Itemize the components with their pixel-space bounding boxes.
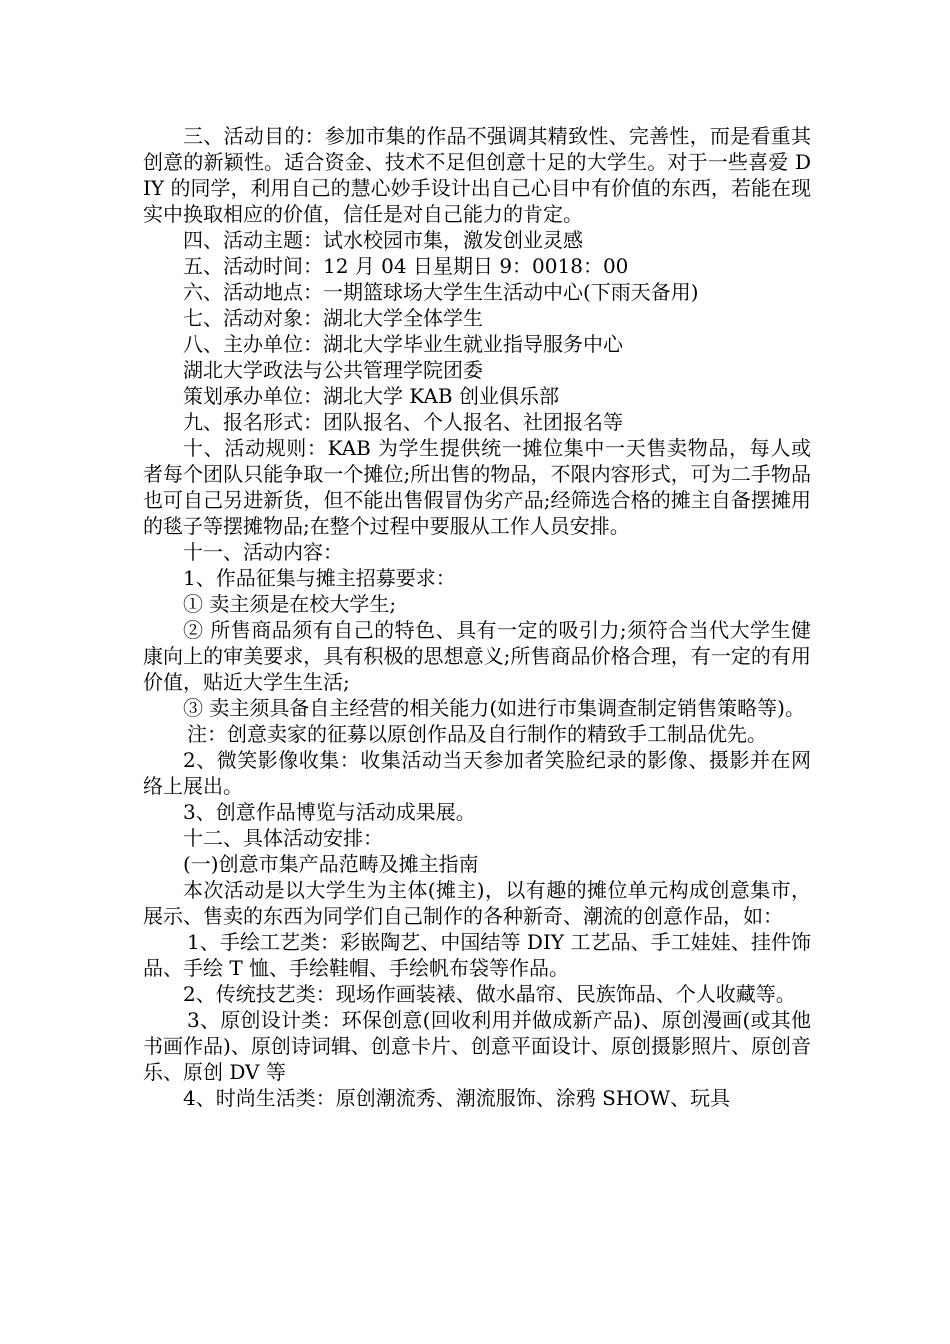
paragraph-requirement-3: ③ 卖主须具备自主经营的相关能力(如进行市集调查制定销售策略等)。 bbox=[183, 696, 805, 720]
paragraph-audience: 七、活动对象：湖北大学全体学生 bbox=[183, 306, 483, 330]
paragraph-intro: 本次活动是以大学生为主体(摊主)，以有趣的摊位单元构成创意集市，展示、售卖的东西为同学们自己制作的各种新奇、潮流的创意作品，如： bbox=[143, 878, 811, 928]
paragraph-requirement-2: ② 所售商品须有自己的特色、具有一定的吸引力;须符合当代大学生健康向上的审美要求，具有积极的思想意义;所售商品价格合理，有一定的有用价值，贴近大学生生活; bbox=[143, 618, 811, 694]
paragraph-time: 五、活动时间：12 月 04 日星期日 9：0018：00 bbox=[183, 254, 629, 278]
paragraph-category-3: 3、原创设计类：环保创意(回收利用并做成新产品)、原创漫画(或其他书画作品)、原创诗词辑、创意卡片、创意平面设计、原创摄影照片、原创音乐、原创 DV 等 bbox=[143, 1008, 811, 1084]
paragraph-purpose: 三、活动目的：参加市集的作品不强调其精致性、完善性，而是看重其创意的新颖性。适合资金、技术不足但创意十足的大学生。对于一些喜爱 DIY 的同学，利用自己的慧心妙手设计出自己心目中有价值的东西，若能在现实中换取相应的价值，信任是对自己能力的肯定。 bbox=[143, 124, 811, 226]
paragraph-theme: 四、活动主题：试水校园市集，激发创业灵感 bbox=[183, 228, 583, 252]
paragraph-schedule-heading: 十二、具体活动安排： bbox=[183, 826, 383, 850]
paragraph-registration: 九、报名形式：团队报名、个人报名、社团报名等 bbox=[183, 410, 623, 434]
paragraph-requirement-1: ① 卖主须是在校大学生; bbox=[183, 592, 397, 616]
paragraph-smile-collection: 2、微笑影像收集：收集活动当天参加者笑脸纪录的影像、摄影并在网络上展出。 bbox=[143, 748, 811, 798]
paragraph-category-1: 1、手绘工艺类：彩嵌陶艺、中国结等 DIY 工艺品、手工娃娃、挂件饰品、手绘 T 恤、手绘鞋帽、手绘帆布袋等作品。 bbox=[143, 930, 811, 980]
paragraph-category-2: 2、传统技艺类：现场作画装裱、做水晶帘、民族饰品、个人收藏等。 bbox=[183, 982, 796, 1006]
paragraph-organizer: 八、主办单位：湖北大学毕业生就业指导服务中心 bbox=[183, 332, 623, 356]
paragraph-product-scope: (一)创意市集产品范畴及摊主指南 bbox=[183, 852, 479, 876]
paragraph-rules: 十、活动规则：KAB 为学生提供统一摊位集中一天售卖物品，每人或者每个团队只能争取一个摊位;所出售的物品，不限内容形式，可为二手物品也可自己另进新货，但不能出售假冒伪劣产品;经筛选合格的摊主自备摆摊用的毯子等摆摊物品;在整个过程中要服从工作人员安排。 bbox=[143, 436, 811, 538]
paragraph-location: 六、活动地点：一期篮球场大学生生活动中心(下雨天备用) bbox=[183, 280, 699, 304]
paragraph-exhibition: 3、创意作品博览与活动成果展。 bbox=[183, 800, 476, 824]
paragraph-content-heading: 十一、活动内容： bbox=[183, 540, 343, 564]
document-body bbox=[143, 123, 811, 1111]
paragraph-note: 注：创意卖家的征募以原创作品及自行制作的精致手工制品优先。 bbox=[187, 722, 767, 746]
paragraph-planner: 策划承办单位：湖北大学 KAB 创业俱乐部 bbox=[183, 384, 559, 408]
paragraph-category-4: 4、时尚生活类：原创潮流秀、潮流服饰、涂鸦 SHOW、玩具 bbox=[183, 1086, 731, 1110]
paragraph-organizer-2: 湖北大学政法与公共管理学院团委 bbox=[183, 358, 483, 382]
paragraph-requirements-heading: 1、作品征集与摊主招募要求： bbox=[183, 566, 456, 590]
